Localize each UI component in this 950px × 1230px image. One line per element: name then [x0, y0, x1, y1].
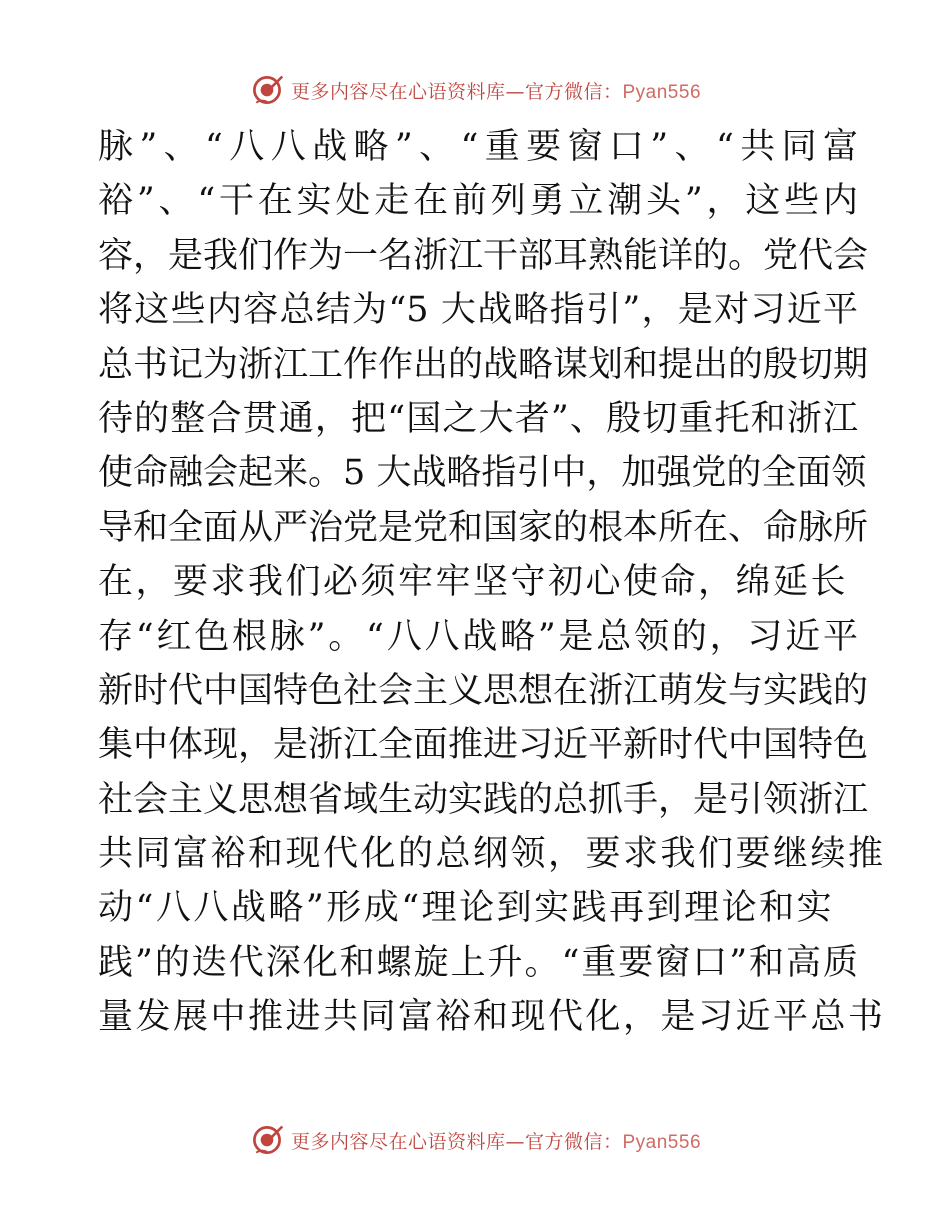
body-line: 在，要求我们必须牢牢坚守初心使命，绵延长: [98, 562, 849, 603]
banner-wechat-id: Pyan556: [622, 1131, 702, 1153]
body-line: 总书记为浙江工作作出的战略谋划和提出的殷切期: [98, 344, 869, 385]
body-line: 存“红色根脉”。“八八战略”是总领的，习近平: [98, 616, 858, 657]
body-line: 新时代中国特色社会主义思想在浙江萌发与实践的: [98, 670, 869, 711]
footer-banner: [0, 1120, 950, 1160]
body-line: 导和全面从严治党是党和国家的根本所在、命脉所: [98, 507, 869, 548]
body-line: 脉”、“八八战略”、“重要窗口”、“共同富: [98, 127, 858, 167]
body-line: 量发展中推进共同富裕和现代化，是习近平总书: [98, 997, 886, 1038]
banner-wechat-id: Pyan556: [622, 81, 702, 103]
body-line: 容，是我们作为一名浙江干部耳熟能详的。党代会: [98, 235, 869, 276]
body-line: 集中体现，是浙江全面推进习近平新时代中国特色: [98, 725, 869, 766]
banner-text: [291, 77, 701, 104]
banner-slogan: 更多内容尽在心语资料库—官方微信：: [290, 80, 623, 103]
body-line: 使命融会起来。5 大战略指引中，加强党的全面领: [98, 453, 867, 494]
body-line: 待的整合贯通，把“国之大者”、殷切重托和浙江: [98, 398, 858, 439]
body-line: 践”的迭代深化和螺旋上升。“重要窗口”和高质: [98, 942, 858, 983]
header-banner: [0, 70, 950, 110]
brand-logo-icon: [249, 1122, 285, 1158]
body-line: 动“八八战略”形成“理论到实践再到理论和实: [98, 888, 835, 929]
body-line: 社会主义思想省域生动实践的总抓手，是引领浙江: [98, 779, 869, 820]
banner-slogan: 更多内容尽在心语资料库—官方微信：: [290, 1130, 623, 1153]
banner-text: [291, 1127, 701, 1154]
body-line: 共同富裕和现代化的总纲领，要求我们要继续推: [98, 834, 886, 875]
body-line: 裕”、“干在实处走在前列勇立潮头”，这些内: [98, 181, 858, 222]
body-line: 将这些内容总结为“5 大战略指引”，是对习近平: [98, 290, 858, 331]
document-body: [98, 120, 886, 1045]
brand-logo-icon: [249, 72, 285, 108]
